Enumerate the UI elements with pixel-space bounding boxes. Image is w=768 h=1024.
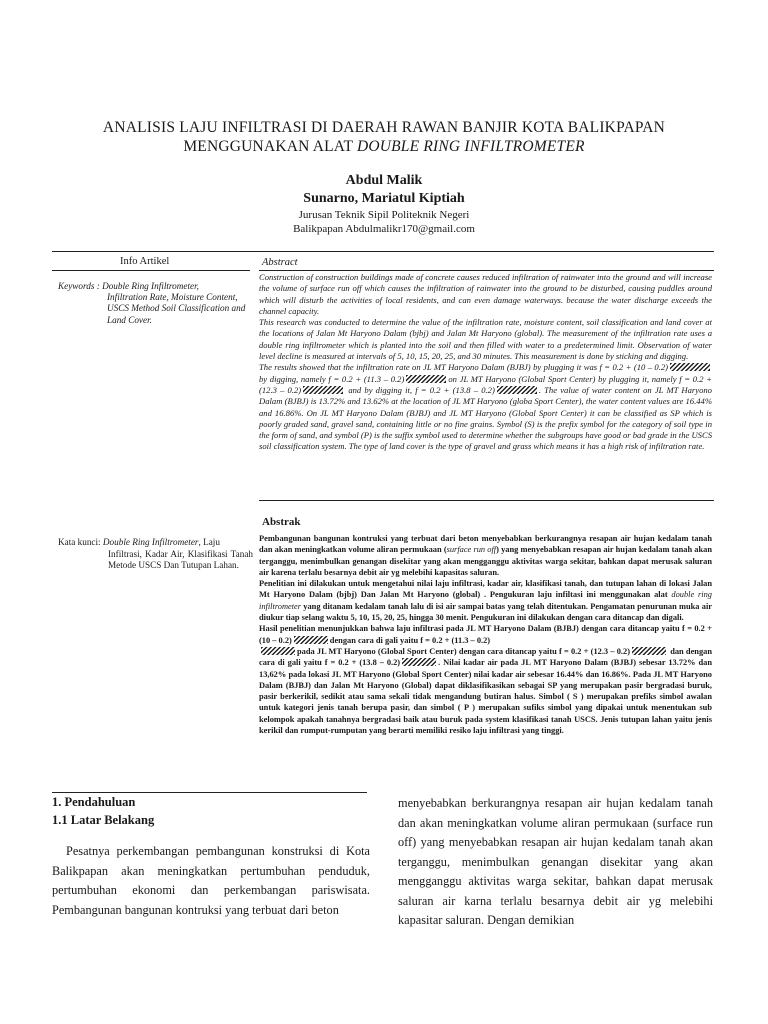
abstract-en-paragraph-1: Construction of construction buildings made of concrete causes reduced infiltration of rainwater into the ground and will increase the volume of surface run off which causes the infiltration of rainwater into the ground to be disturbed, causing puddles around which will disturb the activities of local residents, and can even damage waterways. because the water discharge exceeds the channel capacity. [259, 272, 712, 316]
subsection-heading-latar-belakang: 1.1 Latar Belakang [52, 813, 155, 827]
title-line-2 [60, 137, 708, 156]
kata-kunci-rest: Infiltrasi, Kadar Air, Klasifikasi Tanah Metode USCS Dan Tutupan Lahan. [108, 548, 253, 571]
keywords-first: Double Ring Infiltrometer, [102, 281, 199, 291]
abstrak-paragraph-3 [259, 623, 712, 736]
abstract-en-p3-c: on JL MT Haryono (Global Sport Center) by plugging it, namely f = 0.2 + (12.3 – 0.2) [259, 373, 712, 395]
body-left-paragraph: Pesatnya perkembangan pembangunan konstruksi di Kota Balikpapan akan meningkatkan pertumbuhan penduduk, pertumbuhan ekonomi dan perkembangan pariswisata. Pembangunan bangunan kontruksi yang terbuat dari beton [52, 844, 370, 917]
info-artikel-heading: Info Artikel [120, 256, 170, 267]
abstrak-heading: Abstrak [262, 516, 301, 528]
abstrak-paragraph-2 [259, 578, 712, 623]
keywords-indonesian [58, 537, 253, 572]
abstract-heading: Abstract [262, 257, 298, 268]
main-author: Abdul Malik [345, 173, 423, 188]
keywords-rest: Infiltration Rate, Moisture Content, USCS Method Soil Classification and Land Cover. [107, 292, 246, 325]
abstrak-p1-b: ) yang menyebabkan resapan air hujan kedalam tanah akan terganggu, menimbulkan genangan disekitar yang akan mengganggu aktivitas warga sekitar, bahkan dapat merusak saluran air karena terlalu besarnya debit air yg melebihi kapasitas saluran. [259, 545, 712, 577]
abstract-en-p3-b: by digging, namely f = 0.2 + (11.3 – 0.2) [259, 373, 405, 384]
formula-image [294, 636, 328, 644]
abstract-en-p3-e: . The value of water content on JL MT Haryono Dalam (BJBJ) is 13.72% and 13.62% at the location of JL MT Haryono (globa Sport Center), the water content values are 16.44% and 16.86%. On JL MT Haryono Dalam (BJBJ) and JL MT Haryono (Global Sport Center) it can be classified as SP which is poorly graded sand, gravel sand, containing little or no fine grains. Symbol (S) is the prefix symbol for the category of soil type in the form of sand, and symbol (P) is the suffix symbol used to determine whether the subgroups have good or bad grade in the USCS soil classification system. The type of land cover is the type of gravel and grass which means it has a high risk of infiltration rate. [259, 384, 712, 452]
formula-image [303, 386, 343, 394]
affiliation-line-2: Balikpapan Abdulmalikr170@gmail.com [293, 223, 475, 235]
abstrak-p3-c: pada JL MT Haryono (Global Sport Center) dengan cara ditancap yaitu f = 0.2 + (12.3 – 0.2) [297, 646, 630, 656]
kata-kunci-first-rest: , Laju [198, 537, 220, 547]
abstrak-p1-italic: surface run off [446, 545, 497, 555]
abstract-en-paragraph-2: This research was conducted to determine the value of the infiltration rate, moisture content, soil classification and land cover at the locations of Jalan Mt Haryono Dalam (bjbj) and Jalan Mt Haryono (global). The measurement of the infiltration rate uses a double ring infiltrometer which is planted into the soil and then filled with water to a predetermined limit. Observation of water level decline is measured at intervals of 5, 10, 15, 20, 25, and 30 minutes. This measurement is done by sticking and digging. [259, 317, 712, 362]
abstrak-p3-a: Hasil penelitian menunjukkan bahwa laju infiltrasi pada JL MT Haryono Dalam (BJBJ) dengan cara ditancap yaitu f = 0.2 + (10 – 0.2) [259, 624, 712, 645]
top-rule [52, 251, 714, 252]
formula-image [497, 386, 537, 394]
abstrak-p3-e: . Nilai kadar air pada JL MT Haryono Dalam (BJBJ) sebesar 13.72% dan 13,62% pada lokasi JL MT Haryono (Global Sport Center) nilai kadar air sebesar 16.44% dan 16.86%. Pada JL MT Haryono Dalam (BJBJ) dan Jalan Mt Haryono (Global) dapat diklasifikasikan sebagai SP yang merupakan pasir bergradasi buruk, pasir berkerikil, sedikit atau sama sekali tidak mengandung butiran halus. Simbol ( S ) merupakan prefiks simbol awalan untuk kategori jenis tanah berupa pasir, dan simbol ( P ) merupakan sufiks simbol yang dipakai untuk menentukan sub kelompok apakah tanahnya bergradasi baik atau buruk pada system klasifikasi tanah USCS. Jenis tutupan lahan yaitu jenis kerikil dan rumput-rumputan yang berarti memiliki resiko laju infiltrasi yang tinggi. [259, 658, 712, 736]
formula-image [261, 647, 295, 655]
info-rule [52, 270, 250, 271]
abstrak-paragraph-1 [259, 533, 712, 578]
formula-image [402, 658, 436, 666]
affiliation-line-1: Jurusan Teknik Sipil Politeknik Negeri [298, 209, 470, 221]
kata-kunci-label: Kata kunci: [58, 537, 103, 547]
section-rule [52, 792, 367, 793]
formula-image [632, 647, 666, 655]
abstrak-p1-a: Pembangunan bangunan kontruksi yang terbuat dari beton menyebabkan berkurangnya resapan air hujan kedalam tanah dan akan meningkatkan volume aliran permukaan ( [259, 534, 712, 555]
keywords-english [58, 281, 248, 326]
abstract-end-rule [259, 500, 714, 501]
paper-title [60, 118, 708, 156]
abstrak-p2-b: yang ditanam kedalam tanah lalu di isi air sampai batas yang telah ditentukan. Pengamatan penurunan muka air diukur tiap selang waktu 5, 10, 15, 20, 25, hingga 30 menit. Pengukuran ini dilakukan dengan cara ditancap dan digali. [259, 601, 712, 623]
abstract-rule [259, 270, 714, 271]
abstrak-p2-a: Penelitian ini dilakukan untuk mengetahui nilai laju infiltrasi, kadar air, klasifikasi tanah, dan tutupan lahan di lokasi Jalan Mt Haryono Dalam (bjbj) Dan Jalan Mt Haryono (global) . Pengukuran laju infiltasi ini menggunakan alat [259, 579, 712, 600]
section-heading-pendahuluan: 1. Pendahuluan [52, 795, 136, 809]
abstrak-p3-d: dan dengan cara di gali yaitu f = 0.2 + (13.8 – 0.2) [259, 646, 713, 668]
title-line-1: ANALISIS LAJU INFILTRASI DI DAERAH RAWAN BANJIR KOTA BALIKPAPAN [102, 119, 666, 136]
abstract-en-p3-d: and by digging it, f = 0.2 + (13.8 – 0.2) [345, 384, 495, 395]
abstrak-indonesian [259, 533, 712, 736]
body-right-paragraph: menyebabkan berkurangnya resapan air hujan kedalam tanah dan akan meningkatkan volume aliran permukaan (surface run off) yang menyebabkan resapan air hujan kedalam tanah akan terganggu, menimbulkan genangan disekitar yang akan mengganggu aktivitas warga sekitar, bahkan dapat merusak saluran air karna terlalu besarnya debit air yg melebihi kapasitar saluran. Dengan demikian [398, 796, 713, 927]
abstrak-p2-italic: double ring infiltrometer [259, 590, 712, 611]
title-line-2-italic: DOUBLE RING INFILTROMETER [356, 138, 585, 155]
keywords-label: Keywords : [58, 281, 103, 291]
abstract-en-p3-a: The results showed that the infiltration rate on JL MT Haryono Dalam (BJBJ) by plugging it was f = 0.2 + (10 – 0.2) [259, 362, 668, 373]
kata-kunci-first-italic: Double Ring Infiltrometer [102, 537, 199, 547]
abstrak-p3-b: dengan cara di gali yaitu f = 0.2 + (11.3 – 0.2) [329, 635, 491, 645]
formula-image [406, 375, 446, 383]
body-column-left [52, 842, 370, 920]
abstract-en-paragraph-3 [259, 362, 712, 452]
body-column-right [398, 794, 713, 931]
title-line-2-text: MENGGUNAKAN ALAT [183, 138, 357, 155]
abstract-english [259, 272, 712, 453]
formula-image [670, 363, 710, 371]
co-authors: Sunarno, Mariatul Kiptiah [303, 191, 465, 206]
